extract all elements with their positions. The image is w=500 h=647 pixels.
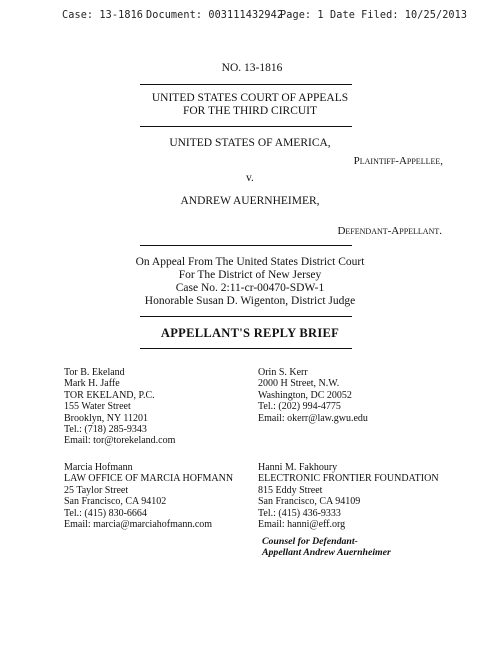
counsel-line: 25 Taylor Street — [64, 484, 129, 496]
counsel-email: Email: okerr@law.gwu.edu — [258, 412, 368, 424]
counsel-email: Email: hanni@eff.org — [258, 519, 346, 531]
counsel-line: Hanni M. Fakhoury — [258, 462, 338, 473]
appeal-judge: Honorable Susan D. Wigenton, District Judge — [144, 295, 356, 307]
counsel-line: LAW OFFICE OF MARCIA HOFMANN — [64, 473, 234, 485]
counsel-line: 2000 H Street, N.W. — [258, 378, 340, 390]
counsel-line: Washington, DC 20052 — [258, 389, 352, 401]
court-name-line1: UNITED STATES COURT OF APPEALS — [151, 92, 349, 104]
case-number-header: Case: 13-1816 — [62, 10, 144, 21]
counsel-line: Tel.: (415) 830-6664 — [64, 507, 147, 519]
counsel-line: Orin S. Kerr — [258, 367, 308, 378]
appeal-case-number: Case No. 2:11-cr-00470-SDW-1 — [175, 282, 325, 294]
counsel-block-hofmann — [64, 462, 233, 530]
defendant-role: Defendant-Appellant. — [337, 225, 442, 237]
counsel-line: 155 Water Street — [64, 401, 131, 413]
counsel-line: ELECTRONIC FRONTIER FOUNDATION — [258, 473, 439, 485]
counsel-block-fakhoury — [258, 462, 439, 530]
counsel-for-line1: Counsel for Defendant- — [262, 536, 358, 547]
counsel-email: Email: tor@torekeland.com — [64, 435, 176, 447]
counsel-line: Tel.: (202) 994-4775 — [258, 401, 341, 413]
title-rule — [140, 348, 352, 349]
docket-number: NO. 13-1816 — [221, 62, 283, 74]
counsel-line: TOR EKELAND, P.C. — [64, 389, 155, 401]
appeal-line2: For The District of New Jersey — [178, 269, 322, 281]
versus: v. — [246, 172, 254, 184]
defendant-name: ANDREW AUERNHEIMER, — [180, 195, 320, 207]
document-number-header: Document: 003111432942 — [146, 10, 284, 21]
date-filed-header: Date Filed: 10/25/2013 — [330, 10, 468, 21]
brief-title: APPELLANT'S REPLY BRIEF — [160, 326, 340, 340]
counsel-line: 815 Eddy Street — [258, 484, 323, 496]
appeal-line1: On Appeal From The United States District Court — [135, 256, 365, 268]
counsel-line: Mark H. Jaffe — [64, 378, 120, 390]
counsel-line: Tel.: (718) 285-9343 — [64, 424, 147, 436]
counsel-line: San Francisco, CA 94109 — [258, 496, 361, 508]
docket-rule — [140, 84, 352, 85]
counsel-block-kerr — [258, 367, 368, 424]
counsel-email: Email: marcia@marciahofmann.com — [64, 519, 213, 531]
counsel-line: Brooklyn, NY 11201 — [64, 412, 148, 424]
court-rule — [140, 126, 352, 127]
counsel-line: San Francisco, CA 94102 — [64, 496, 167, 508]
counsel-line: Marcia Hofmann — [64, 462, 133, 473]
counsel-for-note — [262, 536, 391, 558]
counsel-line: Tel.: (415) 436-9333 — [258, 507, 341, 519]
plaintiff-role: Plaintiff-Appellee, — [353, 155, 443, 167]
counsel-for-line2: Appellant Andrew Auernheimer — [262, 547, 391, 559]
counsel-block-ekeland — [64, 367, 175, 447]
plaintiff-name: UNITED STATES OF AMERICA, — [169, 137, 331, 149]
counsel-line: Tor B. Ekeland — [64, 367, 125, 378]
parties-rule — [140, 245, 352, 246]
appeal-rule — [140, 316, 352, 317]
court-name-line2: FOR THE THIRD CIRCUIT — [182, 105, 318, 117]
page-number-header: Page: 1 — [280, 10, 324, 21]
